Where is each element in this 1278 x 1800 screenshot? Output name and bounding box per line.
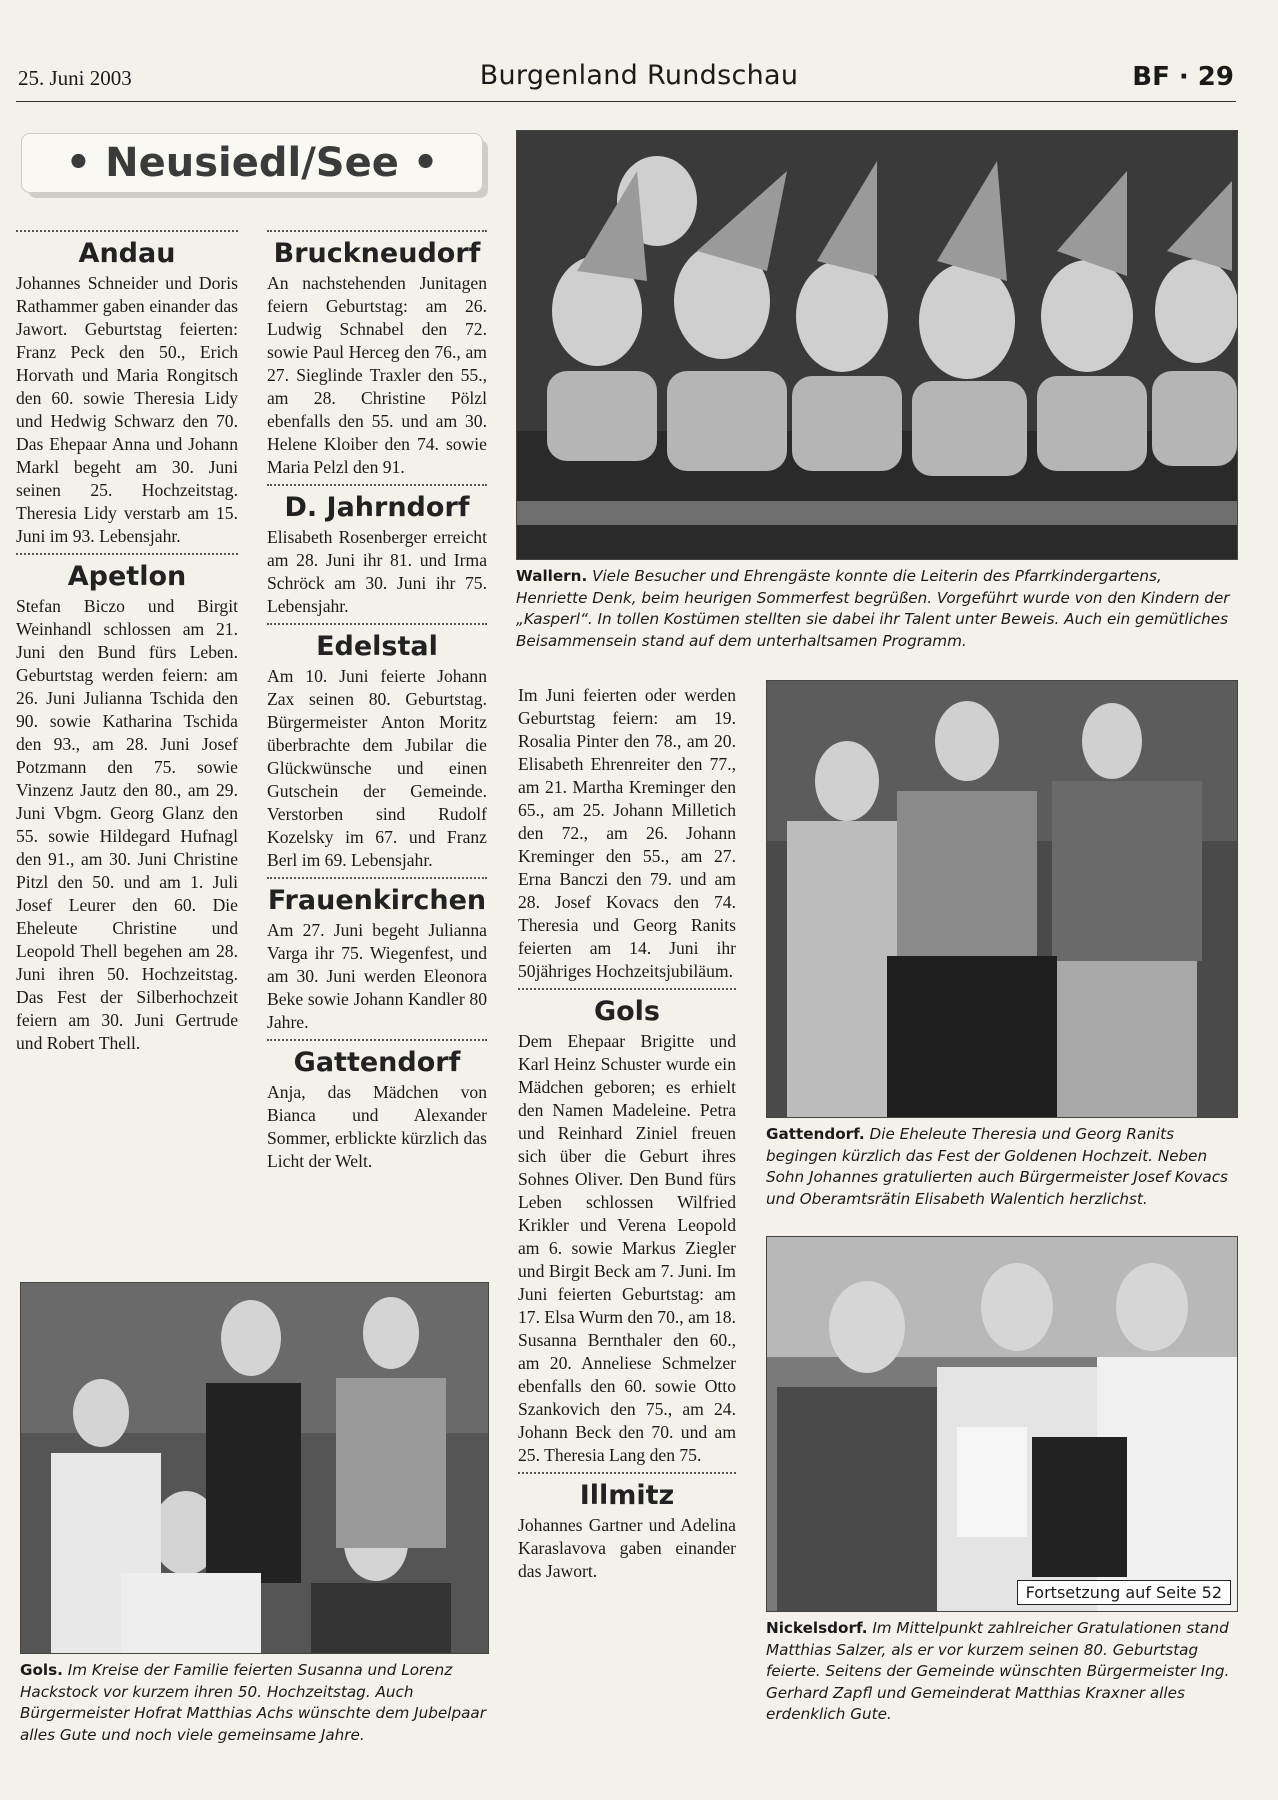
- article-text: Am 10. Juni feierte Johann Zax seinen 80. Geburtstag. Bürgermeister Anton Moritz überbrachte dem Jubilar die Glückwünsche und einen Gutschein der Gemeinde. Verstorben sind Rudolf Kozelsky im 67. und Franz Berl im 69. Lebensjahr.: [267, 666, 487, 870]
- article-heading: Bruckneudorf: [273, 238, 481, 269]
- article-text: Dem Ehepaar Brigitte und Karl Heinz Schuster wurde ein Mädchen geboren; es erhielt den Namen Madeleine. Petra und Reinhard Ziniel freuen sich über die Geburt ihres Sohnes Oliver. Den Bund fürs Leben schlossen Wilfried Krikler und Verena Leopold am 6. sowie Markus Ziegler und Birgit Beck am 7. Juni. Im Juni feierten Geburtstag: am 17. Elsa Wurm den 70., am 18. Susanna Bernthaler den 60., am 20. Anneliese Schmelzer ebenfalls den 60. sowie Otto Szankovich den 75., am 24. Johann Beck den 70. und am 25. Theresia Lang den 75.: [518, 1031, 736, 1465]
- region-title-box: [22, 134, 482, 192]
- issue-date: 25. Juni 2003: [18, 66, 132, 90]
- article-text: Im Juni feierten oder werden Geburtstag feiern: am 19. Rosalia Pinter den 78., am 20. Elisabeth Ehrenreiter den 77., am 21. Martha Kreminger den 65., am 25. Johann Milletich den 72., am 26. Johann Kreminger den 55., am 27. Erna Banczi den 79. und am 28. Josef Kovacs den 74. Theresia und Georg Ranits feierten am 14. Juni ihr 50jähriges Hochzeitsjubiläum.: [518, 685, 736, 981]
- article-text: Am 27. Juni begeht Julianna Varga ihr 75. Wiegenfest, und am 30. Juni werden Eleonora Beke sowie Johann Kandler 80 Jahre.: [267, 920, 487, 1032]
- article-text: Johannes Gartner und Adelina Karaslavova gaben einander das Jawort.: [518, 1515, 736, 1581]
- article-andau: [16, 230, 238, 548]
- photo-gattendorf-golden-wedding: [766, 680, 1238, 1118]
- article-gattendorf: [267, 1039, 487, 1173]
- article-text: Johannes Schneider und Doris Rathammer gaben einander das Jawort. Geburtstag feierten: Franz Peck den 50., Erich Horvath und Maria Rongitsch den 60. sowie Theresia Lidy und Hedwig Schwarz den 70. Das Ehepaar Anna und Johann Markl begeht am 30. Juni seinen 25. Hochzeitstag. Theresia Lidy verstarb am 15. Juni im 93. Lebensjahr.: [16, 273, 238, 546]
- article-gattendorf-continued: [518, 684, 736, 983]
- article-heading: Gols: [593, 996, 661, 1027]
- column-1: [16, 230, 238, 1055]
- header-rule: [16, 101, 1236, 102]
- article-illmitz: [518, 1472, 736, 1583]
- column-3: [518, 684, 736, 1583]
- caption-gattendorf: [766, 1124, 1236, 1210]
- caption-place: Gattendorf.: [766, 1125, 865, 1143]
- caption-text: Viele Besucher und Ehrengäste konnte die Leiterin des Pfarrkindergartens, Henriette Denk, beim heurigen Sommerfest begrüßen. Vorgeführt wurde von den Kindern der „Kasperl“. In tollen Kostümen stellten sie dabei ihr Talent unter Beweis. Auch ein gemütliches Beisammensein stand auf dem unterhaltsamen Programm.: [516, 567, 1230, 650]
- article-d-jahrndorf: [267, 484, 487, 618]
- region-title: • Neusiedl/See •: [65, 140, 439, 186]
- article-heading: Illmitz: [579, 1480, 675, 1511]
- article-heading: Edelstal: [316, 631, 438, 662]
- photo-gols-family: [20, 1282, 489, 1654]
- article-bruckneudorf: [267, 230, 487, 479]
- caption-place: Wallern.: [516, 567, 588, 585]
- newspaper-name: Burgenland Rundschau: [479, 60, 799, 91]
- continuation-note: Fortsetzung auf Seite 52: [1017, 1580, 1231, 1605]
- caption-text: Im Mittelpunkt zahlreicher Gratulationen stand Matthias Salzer, als er vor kurzem seinen 80. Geburtstag feierte. Seitens der Gemeinde wünschten Bürgermeister Ing. Gerhard Zapfl und Gemeinderat Matthias Kraxner alles erdenklich Gute.: [766, 1619, 1230, 1724]
- article-apetlon: [16, 553, 238, 1055]
- photo-nickelsdorf-birthday: [766, 1236, 1238, 1612]
- caption-gols: [20, 1660, 490, 1746]
- article-text: An nachstehenden Junitagen feiern Geburtstag: am 26. Ludwig Schnabel den 72. sowie Paul Herceg den 76., am 27. Sieglinde Traxler den 55., am 28. Christine Pölzl ebenfalls den 55. und am 30. Helene Kloiber den 74. sowie Maria Pelzl den 91.: [267, 273, 487, 477]
- article-gols: [518, 988, 736, 1467]
- article-text: Stefan Biczo und Birgit Weinhandl schlossen am 21. Juni den Bund fürs Leben. Geburtstag werden feiern: am 26. Juni Julianna Tschida den 90. sowie Katharina Tschida den 93., am 28. Juni Josef Potzmann den 75. sowie Vinzenz Jautz den 80., am 29. Juni Vbgm. Georg Glanz den 55. sowie Hildegard Hufnagl den 91., am 30. Juni Christine Pitzl den 50. und am 1. Juli Josef Leurer den 60. Die Eheleute Christine und Leopold Thell begehen am 28. Juni ihren 50. Hochzeitstag. Das Fest der Silberhochzeit feiern am 30. Juni Gertrude und Robert Thell.: [16, 596, 238, 1053]
- page-number: BF · 29: [1132, 62, 1234, 92]
- caption-text: Die Eheleute Theresia und Georg Ranits begingen kürzlich das Fest der Goldenen Hochzeit. Neben Sohn Johannes gratulierten auch Bürgermeister Josef Kovacs und Oberamtsrätin Elisabeth Walentich herzlichst.: [766, 1125, 1228, 1208]
- article-text: Anja, das Mädchen von Bianca und Alexander Sommer, erblickte kürzlich das Licht der Welt.: [267, 1082, 487, 1171]
- caption-place: Nickelsdorf.: [766, 1619, 868, 1637]
- caption-place: Gols.: [20, 1661, 63, 1679]
- column-2: [267, 230, 487, 1173]
- article-heading: Apetlon: [67, 561, 187, 592]
- article-text: Elisabeth Rosenberger erreicht am 28. Juni ihr 81. und Irma Schröck am 30. Juni ihr 75. Lebensjahr.: [267, 527, 487, 616]
- caption-nickelsdorf: [766, 1618, 1236, 1726]
- article-heading: Andau: [78, 238, 176, 269]
- article-heading: Frauenkirchen: [267, 885, 487, 916]
- caption-text: Im Kreise der Familie feierten Susanna und Lorenz Hackstock vor kurzem ihren 50. Hochzeitstag. Auch Bürgermeister Hofrat Matthias Achs wünschte dem Jubelpaar alles Gute und noch viele gemeinsame Jahre.: [20, 1661, 486, 1744]
- caption-wallern: [516, 566, 1236, 652]
- article-frauenkirchen: [267, 877, 487, 1034]
- article-heading: D. Jahrndorf: [284, 492, 470, 523]
- article-heading: Gattendorf: [293, 1047, 461, 1078]
- article-edelstal: [267, 623, 487, 872]
- photo-wallern-kindergarten: [516, 130, 1238, 560]
